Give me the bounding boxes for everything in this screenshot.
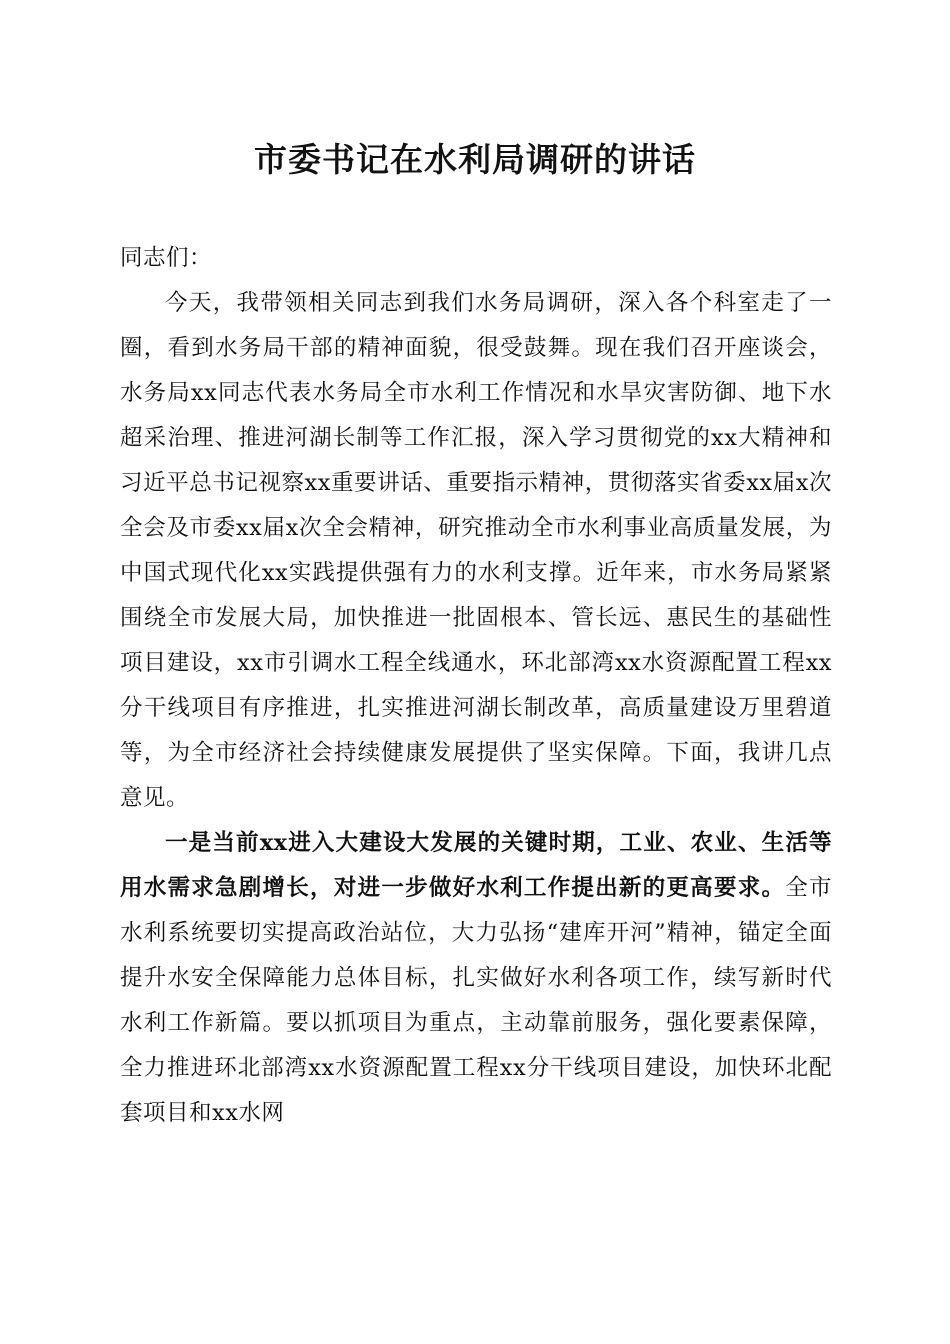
paragraph-lead: 一是当前xx进入大建设大发展的关键时期，工业、农业、生活等用水需求急剧增长，对进一步做好水利工作提出新的更高要求。 — [120, 830, 832, 901]
document-title: 市委书记在水利局调研的讲话 — [254, 140, 696, 179]
paragraph-text: 今天，我带领相关同志到我们水务局调研，深入各个科室走了一圈，看到水务局干部的精神面貌，很受鼓舞。现在我们召开座谈会，水务局xx同志代表水务局全市水利工作情况和水旱灾害防御、地下水超采治理、推进河湖长制等工作汇报，深入学习贯彻党的xx大精神和习近平总书记视察xx重要讲话、重要指示精神，贯彻落实省委xx届x次全会及市委xx届x次全会精神，研究推动全市水利事业高质量发展，为中国式现代化xx实践提供强有力的水利支撑。近年来，市水务局紧紧围绕全市发展大局，加快推进一批固根本、管长远、惠民生的基础性项目建设，xx市引调水工程全线通水，环北部湾xx水资源配置工程xx分干线项目有序推进，扎实推进河湖长制改革，高质量建设万里碧道等，为全市经济社会持续健康发展提供了坚实保障。下面，我讲几点意见。 — [120, 290, 832, 811]
salutation: 同志们： — [120, 245, 213, 271]
paragraph-point-one — [120, 821, 832, 1136]
paragraph-intro — [120, 281, 832, 821]
document-body — [120, 236, 832, 1136]
paragraph-text: 全市水利系统要切实提高政治站位，大力弘扬“建库开河”精神，锚定全面提升水安全保障能力总体目标，扎实做好水利各项工作，续写新时代水利工作新篇。要以抓项目为重点，主动靠前服务，强化要素保障，全力推进环北部湾xx水资源配置工程xx分干线项目建设，加快环北配套项目和xx水网 — [120, 875, 832, 1126]
